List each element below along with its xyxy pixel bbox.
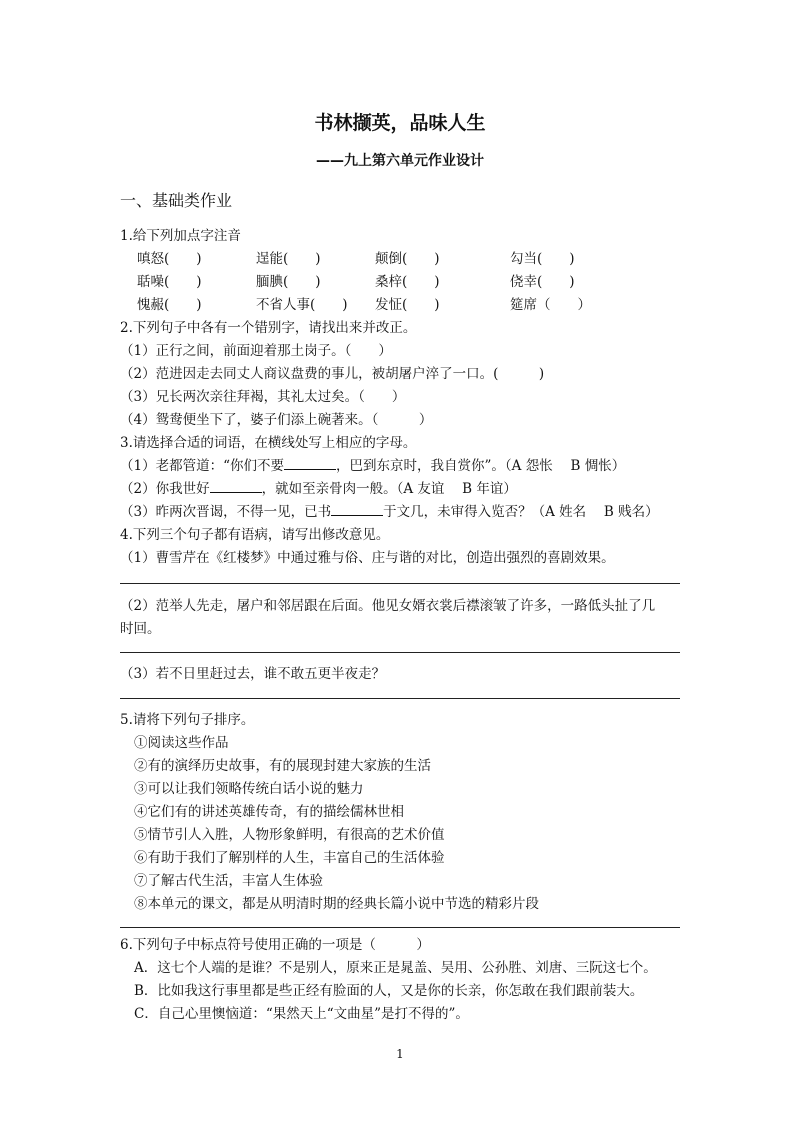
document-subtitle: ——九上第六单元作业设计 [316, 153, 484, 169]
q2-prompt: 2.下列句子中各有一个错别字，请找出来并改正。 [120, 320, 417, 336]
q4-prompt: 4.下列三个句子都有语病，请写出修改意见。 [120, 527, 390, 543]
q1-cell: 愧赧( ) [137, 297, 202, 313]
answer-line[interactable] [120, 583, 680, 584]
q2-item: （3）兄长两次亲往拜褐，其礼太过矣。（ ） [120, 389, 406, 405]
q1-prompt: 1.给下列加点字注音 [120, 228, 241, 244]
q2-item: （1）正行之间，前面迎着那土岗子。（ ） [120, 343, 392, 359]
q1-cell: 嗔怒( ) [137, 251, 202, 267]
q3-item [120, 457, 625, 475]
q3-item-text: （2）你我世好 [120, 481, 210, 497]
q5-item: ⑧本单元的课文，都是从明清时期的经典长篇小说中节选的精彩片段 [134, 896, 539, 912]
q1-cell: 桑梓( ) [375, 274, 440, 290]
q1-cell: 不省人事( ) [256, 297, 348, 313]
q1-cell: 腼腆( ) [256, 274, 321, 290]
q2-item: （4）鸳鸯便坐下了，婆子们添上碗著来。（ ） [120, 412, 433, 428]
q1-cell: 发怔( ) [375, 297, 440, 313]
q5-item: ①阅读这些作品 [134, 735, 229, 751]
answer-line[interactable] [120, 698, 680, 699]
q4-item: （1）曹雪芹在《红楼梦》中通过雅与俗、庄与谐的对比，创造出强烈的喜剧效果。 [120, 550, 615, 566]
q1-cell: 勾当( ) [510, 251, 575, 267]
document-title: 书林撷英，品味人生 [314, 112, 486, 134]
q3-item-text: ，就如至亲骨肉一般。（A 友谊 B 年谊） [261, 481, 517, 497]
answer-line[interactable] [120, 652, 680, 653]
q1-cell: 颠倒( ) [375, 251, 440, 267]
q1-cell: 逞能( ) [256, 251, 321, 267]
q3-item [120, 480, 517, 498]
q1-cell: 筵席（ ） [510, 297, 591, 313]
q3-item [120, 503, 659, 521]
q3-item-text: ，巴到东京时，我自赏你”。（A 怨怅 B 惆怅） [336, 458, 626, 474]
q5-item: ③可以让我们领略传统白话小说的魅力 [134, 781, 364, 797]
q6-option-c: C．自己心里懊恼道：“果然天上“文曲星”是打不得的”。 [134, 1006, 469, 1022]
q1-cell: 聒噪( ) [137, 274, 202, 290]
answer-blank[interactable] [284, 457, 336, 470]
q6-option-b: B．比如我这行事里都是些正经有脸面的人，又是你的长亲，你怎敢在我们跟前装大。 [134, 983, 644, 999]
q5-prompt: 5.请将下列句子排序。 [120, 712, 255, 728]
q5-item: ⑤情节引人入胜，人物形象鲜明，有很高的艺术价值 [134, 827, 445, 843]
q5-item: ②有的演绎历史故事，有的展现封建大家族的生活 [134, 758, 431, 774]
q6-prompt: 6.下列句子中标点符号使用正确的一项是（ ） [120, 937, 430, 953]
page-number: 1 [396, 1047, 404, 1061]
q3-prompt: 3.请选择合适的词语，在横线处写上相应的字母。 [120, 435, 417, 451]
answer-blank[interactable] [331, 503, 383, 516]
q5-item: ⑥有助于我们了解别样的人生，丰富自己的生活体验 [134, 850, 445, 866]
q5-item: ④它们有的讲述英雄传奇，有的描绘儒林世相 [134, 804, 404, 820]
q5-item: ⑦了解古代生活，丰富人生体验 [134, 873, 323, 889]
section-heading: 一、基础类作业 [120, 191, 233, 210]
q4-item: （3）若不日里赶过去，谁不敢五更半夜走？ [120, 666, 386, 682]
q1-cell: 侥幸( ) [510, 274, 575, 290]
answer-line[interactable] [120, 927, 680, 928]
q3-item-text: （3）昨两次晋谒，不得一见，已书 [120, 504, 332, 520]
answer-blank[interactable] [210, 480, 262, 493]
q2-item: （2）范进因走去同丈人商议盘费的事儿，被胡屠户淬了一口。( ) [120, 366, 545, 382]
q4-item: （2）范举人先走，屠户和邻居跟在后面。他见女婿衣裳后襟滚皱了许多，一路低头扯了几 [120, 598, 656, 614]
q3-item-text: 于文几，未审得入览否？（A 姓名 B 贱名） [383, 504, 659, 520]
q4-item: 时回。 [120, 621, 161, 637]
q6-option-a: A．这七个人端的是谁？不是别人，原来正是晁盖、吴用、公孙胜、刘唐、三阮这七个。 [134, 960, 657, 976]
q3-item-text: （1）老都管道：“你们不要 [120, 458, 284, 474]
